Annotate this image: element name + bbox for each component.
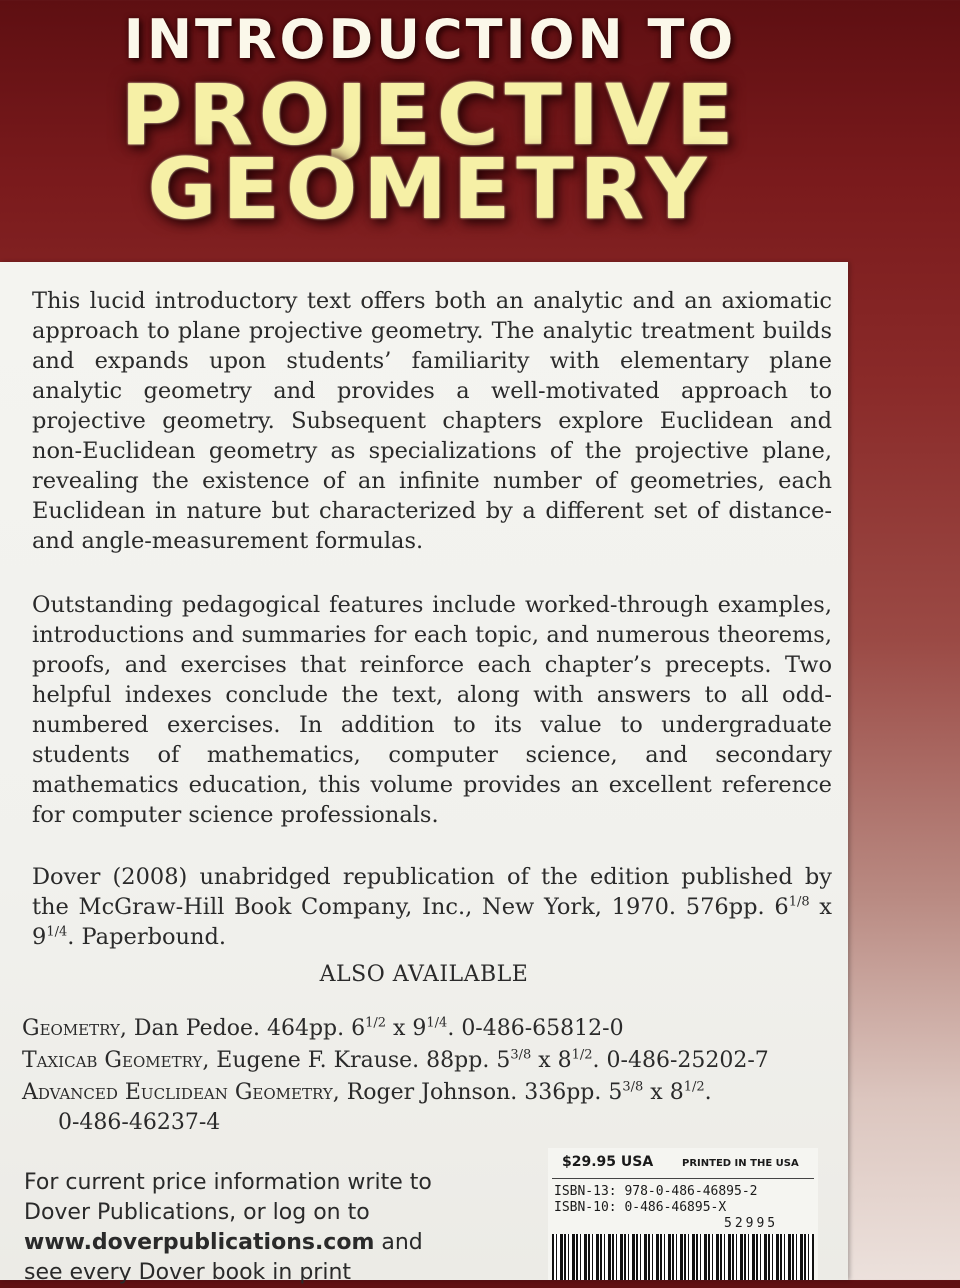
info-line-4: see every Dover book in print [24,1260,352,1285]
publication-binding: . Paperbound. [67,924,227,950]
publication-info [32,862,832,952]
book-height-fraction: 1/2 [683,1079,705,1095]
info-and: and [374,1230,423,1255]
website-link[interactable]: www.doverpublications.com [24,1230,375,1255]
info-line-1: For current price information write to [24,1170,432,1195]
book-isbn: . 0-486-65812-0 [447,1016,624,1041]
publication-times: x 9 [32,894,832,950]
book-entry: Advanced Euclidean Geometry, Roger Johnson. 336pp. $5^{3/8}$ x $8^{1/2}$. [22,1079,712,1105]
info-line-2: Dover Publications, or log on to [24,1200,370,1225]
barcode-icon [552,1234,814,1280]
book-times: x 9 [386,1016,427,1041]
book-entry [22,1014,832,1044]
info-line-3 [24,1228,504,1258]
description-paragraph-2: Outstanding pedagogical features include worked-through examples, introductions and summaries for each topic, and numerous theorems, proofs, and exercises that reinforce each chapter’s precepts. Two helpful indexes conclude the text, along with answers to all odd-numbered exercises. In addition to its value to undergraduate students of mathematics, computer science, and secondary mathematics education, this volume provides an excellent reference for computer science professionals. [32,592,832,828]
barcode-block [548,1148,818,1280]
book-width-fraction: 1/2 [365,1015,387,1031]
book-title: Taxicab Geometry [22,1048,203,1073]
book-height-fraction: 1/4 [426,1015,448,1031]
price-label: $29.95 USA [562,1154,654,1170]
price-info [24,1168,504,1288]
book-height-fraction: 1/2 [571,1047,593,1063]
width-fraction: 1/8 [788,894,810,910]
isbn-10: ISBN-10: 0-486-46895-X [554,1200,727,1215]
book-details: , Dan Pedoe. 464pp. 6 [119,1016,366,1041]
divider [552,1178,814,1179]
book-title: Advanced Euclidean Geometry [22,1080,333,1105]
cover-title [0,0,960,240]
description-paragraph-1: This lucid introductory text offers both an analytic and an axiomatic approach to plane projective geometry. The analytic treatment builds and expands upon students’ familiarity with elementary plane analytic geometry and provides a well-motivated approach to projective geometry. Subsequent chapters explore Euclidean and non-Euclidean geometry as specializations of the projective plane, revealing the existence of an infinite number of geometries, each Euclidean in nature but characterized by a different set of distance- and angle-measurement formulas. [32,288,832,554]
book-times: x 8 [643,1080,684,1105]
height-fraction: 1/4 [46,924,68,940]
book-details: , Roger Johnson. 336pp. 5 [332,1080,623,1105]
book-details: , Eugene F. Krause. 88pp. 5 [202,1048,511,1073]
book-isbn: . 0-486-25202-7 [592,1048,769,1073]
isbn-13: ISBN-13: 978-0-486-46895-2 [554,1184,758,1199]
book-isbn: 0-486-46237-4 [58,1110,221,1135]
title-line-3: GEOMETRY [147,140,713,238]
price-code: 52995 [724,1216,779,1231]
book-width-fraction: 3/8 [510,1047,532,1063]
publication-text: Dover (2008) unabridged republication of the edition published by the McGraw-Hill Book Company, Inc., New York, 1970. 576pp. 6 [32,864,832,920]
book-times: x 8 [531,1048,572,1073]
book-width-fraction: 3/8 [622,1079,644,1095]
book-entry [22,1046,832,1076]
printed-in-label: PRINTED IN THE USA [682,1158,799,1169]
title-line-1: INTRODUCTION TO [123,8,737,71]
also-available-heading: ALSO AVAILABLE [319,962,529,987]
book-title: Geometry [22,1016,120,1041]
back-cover-panel [0,262,848,1285]
title-line-2: PROJECTIVE [120,66,740,164]
